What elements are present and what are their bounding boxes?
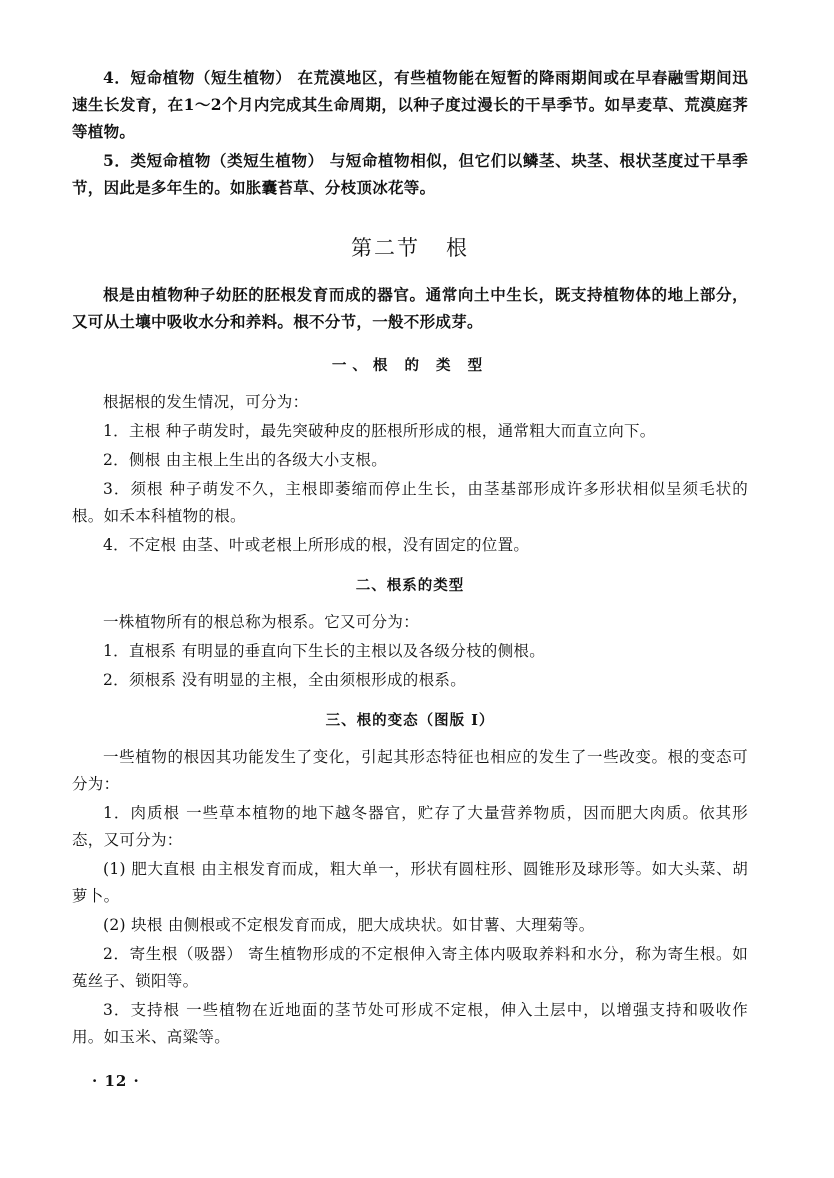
list-item: (2) 块根 由侧根或不定根发育而成，肥大成块状。如甘薯、大理菊等。 — [103, 916, 595, 934]
list-item: 2．侧根 由主根上生出的各级大小支根。 — [103, 451, 387, 469]
list-item: 4．不定根 由茎、叶或老根上所形成的根，没有固定的位置。 — [103, 536, 530, 554]
list-item: (1) 肥大直根 由主根发育而成，粗大单一，形状有圆柱形、圆锥形及球形等。如大头菜、胡萝卜。 — [72, 860, 748, 905]
section-title — [72, 233, 748, 263]
page-number: · 12 · — [92, 1072, 140, 1090]
section-name: 根 — [446, 236, 469, 260]
list-item: 1．直根系 有明显的垂直向下生长的主根以及各级分枝的侧根。 — [103, 642, 545, 660]
list-item: 1．肉质根 一些草本植物的地下越冬器官，贮存了大量营养物质，因而肥大肉质。依其形态，又可分为： — [72, 804, 748, 849]
heading-root-types: 一、根 的 类 型 — [331, 357, 489, 374]
page-body — [72, 64, 748, 1053]
part3-lead: 一些植物的根因其功能发生了变化，引起其形态特征也相应的发生了一些改变。根的变态可分为： — [72, 748, 748, 793]
list-item: 2．须根系 没有明显的主根，全由须根形成的根系。 — [103, 671, 466, 689]
part2-lead: 一株植物所有的根总称为根系。它又可分为： — [103, 613, 420, 631]
section-intro: 根是由植物种子幼胚的胚根发育而成的器官。通常向土中生长，既支持植物体的地上部分，又可从土壤中吸收水分和养料。根不分节，一般不形成芽。 — [72, 285, 748, 331]
section-number: 第二节 — [351, 236, 420, 260]
heading-root-system-types: 二、根系的类型 — [355, 577, 465, 594]
list-item: 3．支持根 一些植物在近地面的茎节处可形成不定根，伸入土层中，以增强支持和吸收作用。如玉米、高粱等。 — [72, 1001, 748, 1046]
list-item: 1．主根 种子萌发时，最先突破种皮的胚根所形成的根，通常粗大而直立向下。 — [103, 422, 656, 440]
heading-root-metamorphosis: 三、根的变态（图版 I） — [325, 712, 495, 729]
paragraph-ephemeroid-plants: 5．类短命植物（类短生植物） 与短命植物相似，但它们以鳞茎、块茎、根状茎度过干旱季节，因此是多年生的。如胀囊苔草、分枝顶冰花等。 — [72, 151, 748, 197]
paragraph-ephemeral-plants: 4．短命植物（短生植物） 在荒漠地区，有些植物能在短暂的降雨期间或在早春融雪期间迅速生长发育，在1～2个月内完成其生命周期，以种子度过漫长的干旱季节。如旱麦草、荒漠庭荠等植物。 — [72, 68, 748, 141]
part1-lead: 根据根的发生情况，可分为： — [103, 393, 309, 411]
list-item: 2．寄生根（吸器） 寄生植物形成的不定根伸入寄主体内吸取养料和水分，称为寄生根。如菟丝子、锁阳等。 — [72, 945, 748, 990]
list-item: 3．须根 种子萌发不久，主根即萎缩而停止生长，由茎基部形成许多形状相似呈须毛状的根。如禾本科植物的根。 — [72, 480, 748, 525]
